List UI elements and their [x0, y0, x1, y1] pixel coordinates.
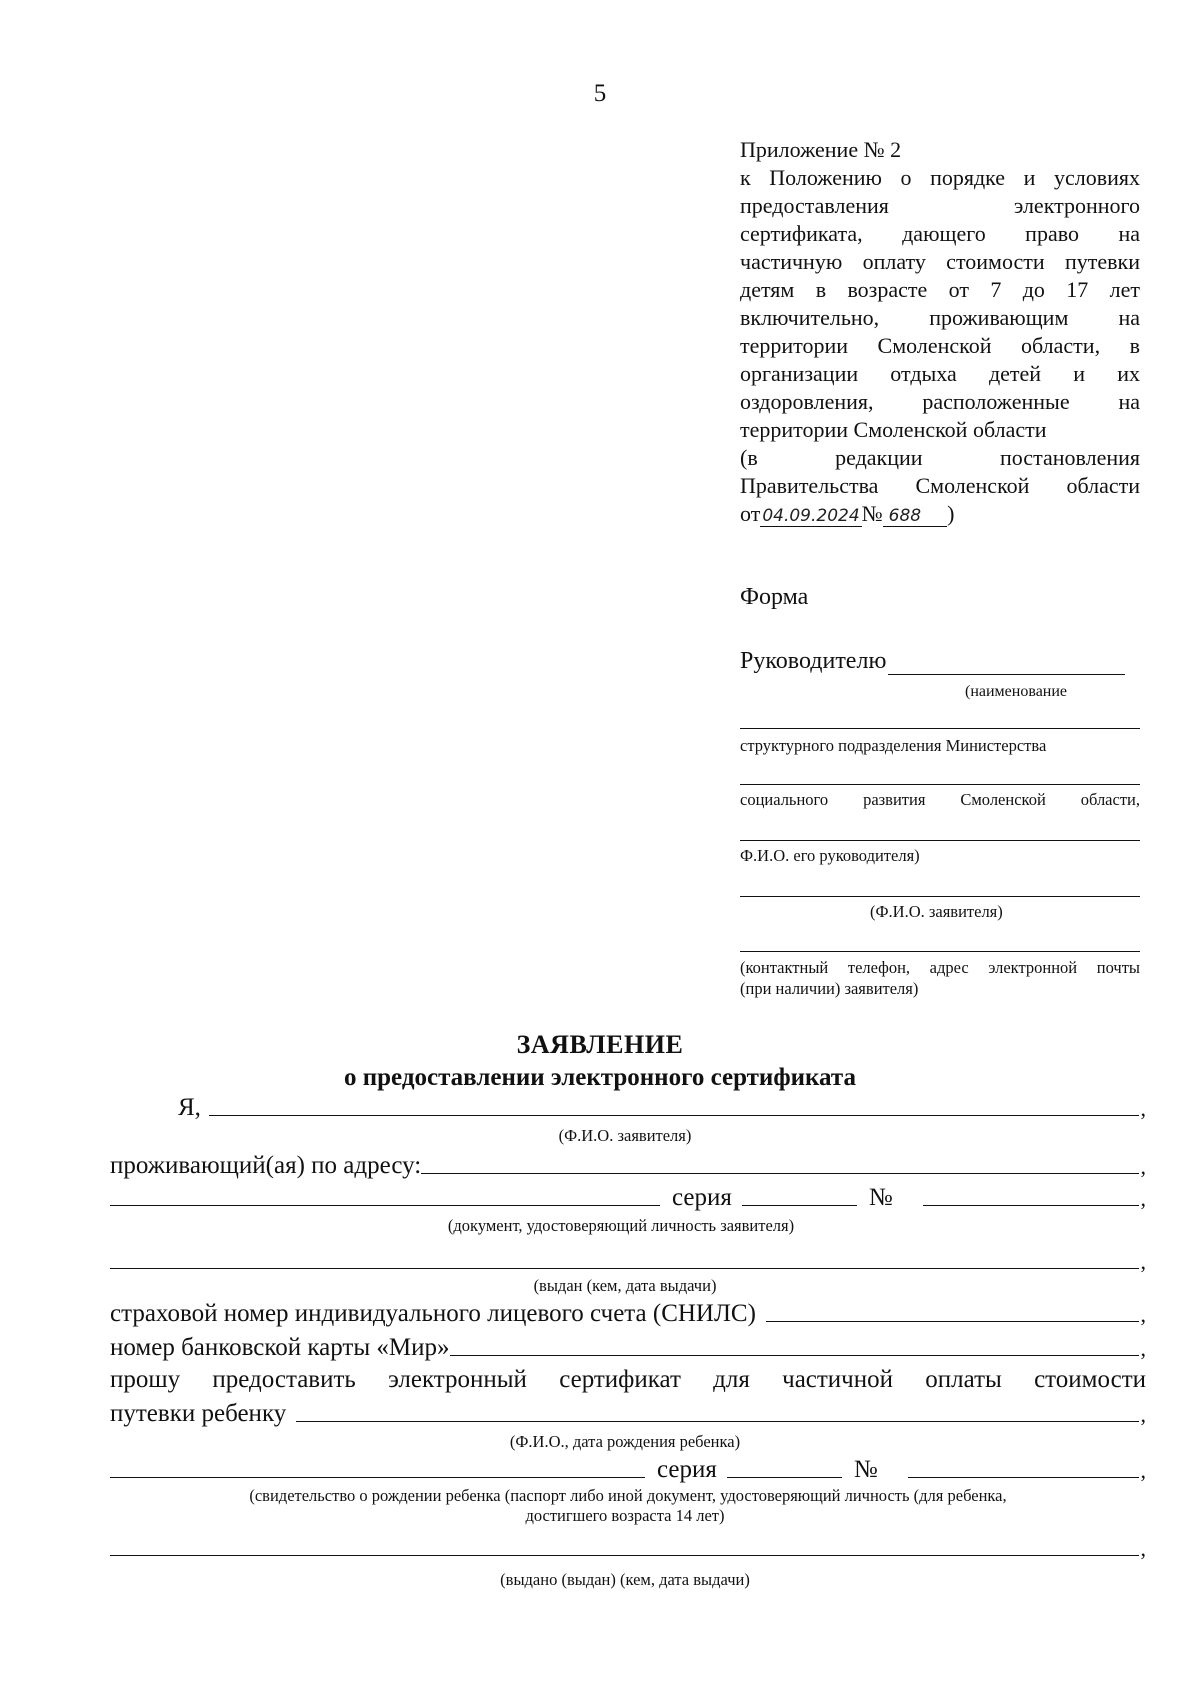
applicant-fio-line[interactable]: [209, 1115, 1139, 1116]
recipient-label: Руководителю: [740, 648, 887, 674]
document-line[interactable]: [110, 1205, 660, 1206]
birth-doc-line[interactable]: [110, 1477, 645, 1478]
comma: ,: [1140, 1302, 1146, 1327]
caption-birth-doc: (свидетельство о рождении ребенка (паспорт либо иной документ, удостоверяющий личность (для ребенка,: [249, 1486, 1007, 1505]
document-title: ЗАЯВЛЕНИЕ: [516, 1030, 684, 1059]
series-label-2: серия: [657, 1456, 717, 1483]
request-text: [110, 1366, 1146, 1394]
appendix-line: к Положению о порядке и условиях: [740, 165, 1140, 190]
comma: ,: [1140, 1249, 1146, 1274]
issued-row: [110, 1245, 1146, 1275]
closing-paren: ): [947, 501, 955, 526]
comma: ,: [1140, 1186, 1146, 1211]
number-line-2[interactable]: [908, 1477, 1139, 1478]
appendix-line: сертификата, дающего право на: [740, 221, 1140, 246]
caption-subdivision: структурного подразделения Министерства: [740, 736, 1047, 755]
handwritten-date: 04.09.2024: [762, 506, 860, 526]
applicant-row: [178, 1094, 1146, 1122]
appendix-block: [740, 136, 1140, 528]
comma: ,: [1140, 1096, 1146, 1121]
date-prefix: от: [740, 501, 761, 526]
child-line[interactable]: [296, 1421, 1138, 1422]
number-prefix: №: [861, 501, 883, 526]
issued-line[interactable]: [110, 1268, 1139, 1269]
appendix-line: оздоровления, расположенные на: [740, 389, 1140, 414]
issued2-row: [110, 1532, 1146, 1562]
fill-line: [740, 728, 1140, 729]
snils-line[interactable]: [766, 1321, 1139, 1322]
comma: ,: [1140, 1154, 1146, 1179]
appendix-line: детям в возрасте от 7 до 17 лет: [740, 277, 1140, 302]
caption-child: (Ф.И.О., дата рождения ребенка): [509, 1432, 741, 1451]
comma: ,: [1140, 1458, 1146, 1483]
recipient-fill-line: [888, 652, 1125, 675]
caption-ministry: социального развития Смоленской области,: [740, 790, 1140, 809]
fill-line: [740, 951, 1140, 952]
series-line-2[interactable]: [727, 1477, 842, 1478]
appendix-line: частичную оплату стоимости путевки: [740, 249, 1140, 274]
comma: ,: [1140, 1402, 1146, 1427]
issued2-line[interactable]: [110, 1555, 1139, 1556]
appendix-line: предоставления электронного: [740, 193, 1140, 218]
caption-name: (наименование: [965, 683, 1068, 700]
fill-line: [740, 784, 1140, 785]
edition-date-line: [740, 500, 1140, 528]
caption-issued-2: (выдано (выдан) (кем, дата выдачи): [500, 1570, 750, 1589]
caption-document: (документ, удостоверяющий личность заявителя): [447, 1216, 795, 1235]
comma: ,: [1140, 1336, 1146, 1361]
caption-birth-doc-2: достигшего возраста 14 лет): [525, 1506, 725, 1525]
child-label: путевки ребенку: [110, 1400, 287, 1427]
number-label-2: №: [853, 1456, 878, 1483]
request-line: прошу предоставить электронный сертификат для частичной оплаты стоимости: [110, 1366, 1146, 1393]
child-row: [110, 1400, 1146, 1428]
card-row: [110, 1334, 1146, 1362]
card-line[interactable]: [450, 1355, 1139, 1356]
edition-line: Правительства Смоленской области: [740, 473, 1140, 498]
appendix-line: включительно, проживающим на: [740, 305, 1140, 330]
series-line[interactable]: [742, 1205, 857, 1206]
caption-contacts: (контактный телефон, адрес электронной почты: [740, 958, 1140, 977]
snils-row: [110, 1300, 1146, 1328]
page-number: 5: [593, 80, 607, 107]
comma: ,: [1140, 1536, 1146, 1561]
fill-line: [740, 896, 1140, 897]
snils-label: страховой номер индивидуального лицевого счета (СНИЛС): [110, 1300, 756, 1327]
appendix-heading: Приложение № 2: [740, 137, 902, 162]
document-subtitle: о предоставлении электронного сертификата: [344, 1064, 856, 1091]
number-line[interactable]: [923, 1205, 1139, 1206]
caption-applicant: (Ф.И.О. заявителя): [558, 1126, 692, 1145]
form-label: Форма: [740, 584, 809, 610]
caption-contacts-2: (при наличии) заявителя): [740, 979, 919, 998]
address-row: [110, 1152, 1146, 1180]
address-label: проживающий(ая) по адресу:: [110, 1152, 422, 1179]
address-line[interactable]: [421, 1173, 1138, 1174]
appendix-line: территории Смоленской области: [740, 417, 1047, 442]
edition-line: (в редакции постановления: [740, 445, 1140, 470]
caption-issued: (выдан (кем, дата выдачи): [533, 1276, 717, 1295]
birth-doc-row: [110, 1456, 1146, 1484]
caption-applicant-fio: (Ф.И.О. заявителя): [870, 902, 1003, 921]
ya-label: Я,: [178, 1094, 201, 1121]
series-label: серия: [672, 1184, 732, 1211]
appendix-line: территории Смоленской области, в: [740, 333, 1140, 358]
appendix-line: организации отдыха детей и их: [740, 361, 1140, 386]
caption-head-fio: Ф.И.О. его руководителя): [740, 846, 920, 865]
card-label: номер банковской карты «Мир»: [110, 1334, 450, 1361]
recipient-line: [740, 648, 1125, 675]
document-row: [110, 1184, 1146, 1212]
handwritten-number: 688: [883, 506, 947, 527]
fill-line: [740, 840, 1140, 841]
number-label: №: [868, 1184, 893, 1211]
